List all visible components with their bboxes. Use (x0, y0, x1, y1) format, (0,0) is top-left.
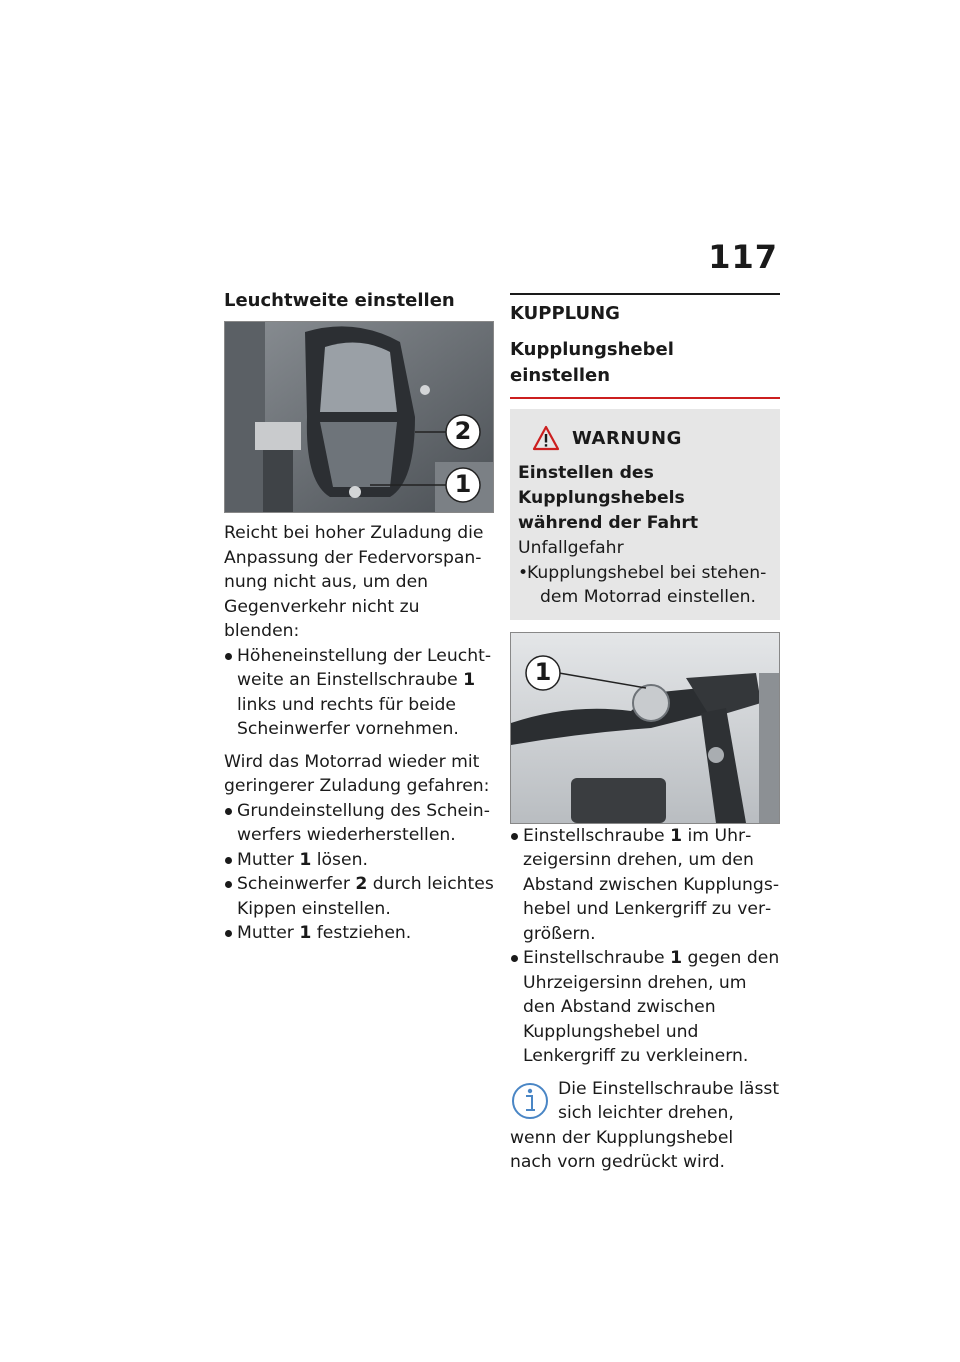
warning-box (510, 409, 780, 620)
right-column (510, 290, 780, 1175)
clutch-figure (510, 632, 780, 824)
list-item (510, 946, 780, 1069)
ref-number: 1 (299, 923, 312, 943)
ref-number: 1 (299, 849, 312, 870)
ref-number: 2 (355, 874, 368, 894)
heading-headlight-range: Leuchtweite einstellen (224, 290, 455, 311)
list-item (224, 644, 494, 742)
item-text: durch leichtes Kippen einstellen. (237, 874, 494, 919)
callout-1: 1 (534, 657, 552, 686)
item-text: Einstellschraube (523, 825, 671, 846)
warning-triangle-icon (532, 425, 560, 451)
list-item (224, 799, 494, 848)
ref-number: 1 (670, 825, 683, 846)
warning-text: Unfallgefahr (518, 538, 624, 558)
item-text: lösen. (311, 849, 368, 870)
intro-paragraph: Reicht bei hoher Zuladung die Anpassung der Federvorspannung nicht aus, um den Gegenverkehr nicht zu blenden: (224, 523, 484, 641)
list-item (510, 824, 780, 947)
ref-number: 1 (463, 670, 476, 690)
warning-title: Einstellen des Kupplungshebels während der Fahrt (518, 463, 699, 533)
list-item (224, 848, 494, 873)
ref-number: 1 (670, 948, 683, 968)
headlight-figure (224, 321, 494, 513)
item-text: im Uhrzeigersinn drehen, um den Abstand zwischen Kupplungshebel und Lenkergriff zu vergrößern. (523, 825, 780, 944)
bullet-list-1 (224, 644, 494, 742)
paragraph-lower-load: Wird das Motorrad wieder mit geringerer Zuladung gefahren: (224, 751, 490, 796)
item-text: links und rechts für beide Scheinwerfer vornehmen. (237, 694, 459, 739)
bullet-list-3 (224, 848, 494, 946)
callout-1: 1 (454, 470, 472, 498)
clutch-bullet-list (510, 824, 780, 1069)
bullet-list-2 (224, 799, 494, 848)
page-number: 117 (708, 238, 778, 276)
item-text: Mutter (237, 849, 300, 870)
left-column (224, 290, 494, 946)
warning-header (532, 425, 772, 451)
note-text: Die Einstellschraube lässt sich leichter drehen, wenn der Kupplungshebel nach vorn gedrückt wird. (510, 1078, 780, 1172)
section-title: Kupplungshebel einstellen (510, 337, 780, 399)
list-item (224, 921, 494, 946)
item-text: gegen den Uhrzeigersinn drehen, um den Abstand zwischen Kupplungshebel und Lenkergriff zu verkleinern. (523, 948, 780, 1066)
list-item (224, 872, 494, 921)
chapter-title: KUPPLUNG (510, 293, 780, 327)
item-text: Höheneinstellung der Leuchtweite an Einstellschraube (237, 645, 492, 690)
callout-2: 2 (454, 417, 472, 445)
item-text: Mutter (237, 923, 300, 943)
warning-label: WARNUNG (572, 427, 682, 449)
item-text: festziehen. (311, 923, 412, 943)
item-text: Einstellschraube (523, 948, 671, 968)
warning-list (518, 561, 772, 610)
info-note (510, 1077, 780, 1175)
list-item: • Kupplungshebel bei stehendem Motorrad einstellen. (518, 561, 772, 610)
item-text: Grundeinstellung des Scheinwerfers wiederherstellen. (237, 800, 490, 845)
headlight-photo (225, 322, 493, 512)
item-text: Scheinwerfer (237, 874, 356, 894)
info-icon (510, 1077, 554, 1123)
